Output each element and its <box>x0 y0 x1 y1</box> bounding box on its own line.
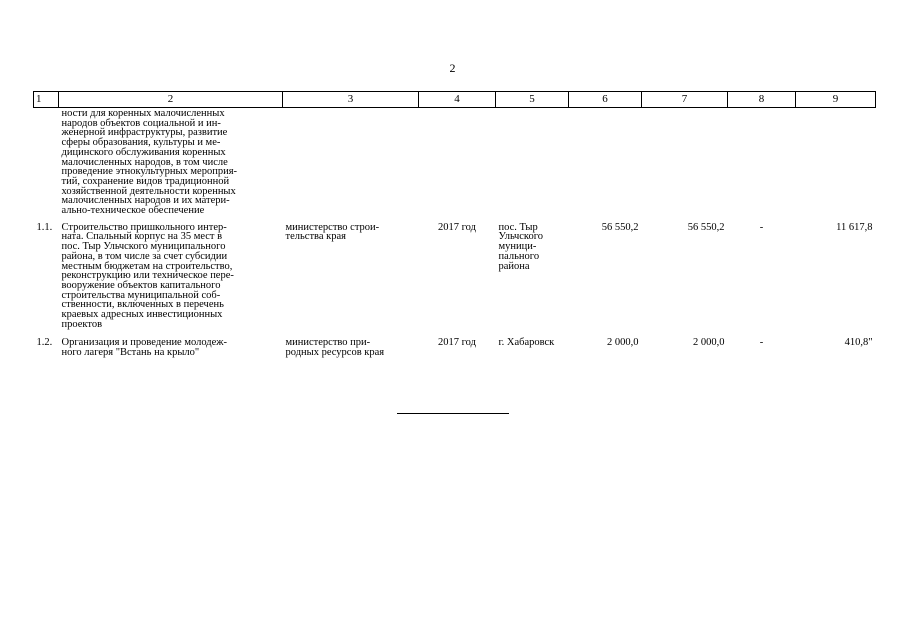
row-number: 1.1. <box>36 221 53 233</box>
column-header: 4 <box>419 92 496 108</box>
executor <box>283 108 419 222</box>
column-header: 9 <box>796 92 876 108</box>
period <box>419 108 496 222</box>
table-row <box>34 337 876 357</box>
table-header-row <box>34 92 876 108</box>
page-number: 2 <box>449 61 456 75</box>
row-number <box>34 108 59 222</box>
row-number: 1.2. <box>36 337 53 349</box>
amount-col7: 56 550,2 <box>687 221 725 233</box>
period: 2017 год <box>438 337 476 349</box>
executor: министерство строи- тельства края <box>285 221 380 243</box>
amount-col6: 56 550,2 <box>601 221 639 233</box>
end-separator-line <box>397 413 509 414</box>
column-header: 7 <box>642 92 728 108</box>
amount-col7 <box>642 108 728 222</box>
column-header: 3 <box>283 92 419 108</box>
column-header: 5 <box>496 92 569 108</box>
amount-col9 <box>796 108 876 222</box>
program-table <box>33 91 876 358</box>
amount-col9: 11 617,8 <box>836 221 873 233</box>
amount-col8: - <box>759 221 764 233</box>
amount-col6: 2 000,0 <box>607 337 639 349</box>
column-header: 2 <box>59 92 283 108</box>
period: 2017 год <box>438 221 476 233</box>
amount-col8 <box>728 108 796 222</box>
activity-name: Организация и проведение молодеж- ного лагеря "Встань на крыло" <box>61 337 228 359</box>
amount-col6 <box>569 108 642 222</box>
table-row <box>34 222 876 338</box>
amount-col7: 2 000,0 <box>693 337 725 349</box>
table-row <box>34 108 876 222</box>
location: пос. Тыр Ульчского муници- пального района <box>498 221 544 272</box>
location: г. Хабаровск <box>498 337 555 349</box>
location <box>496 108 569 222</box>
column-header: 6 <box>569 92 642 108</box>
activity-name: ности для коренных малочисленных народов объектов социальной и ин- женерной инфраструктуры, развитие сферы образования, культуры и ме- дицинского обслуживания коренных малочисленных народов, в том числе проведение этнокультурных мероприя- тий, сохранение видов традиционной хозяйственной деятельности коренных малочисленных народов и их матери- ально-техническое обеспечение <box>61 108 238 217</box>
amount-col9: 410,8" <box>844 337 873 349</box>
amount-col8: - <box>759 337 764 349</box>
column-header: 1 <box>34 92 59 108</box>
activity-name: Строительство пришкольного интер- ната. Спальный корпус на 35 мест в пос. Тыр Ульчского муниципального района, в том числе за счет субсидии местным бюджетам на строительство, реконструкцию или техническое пере- вооружение объектов капитального строительства муниципальной соб- ственности, включенных в перечень краевых адресных инвестиционных проектов <box>61 221 234 330</box>
executor: министерство при- родных ресурсов края <box>285 337 385 359</box>
column-header: 8 <box>728 92 796 108</box>
